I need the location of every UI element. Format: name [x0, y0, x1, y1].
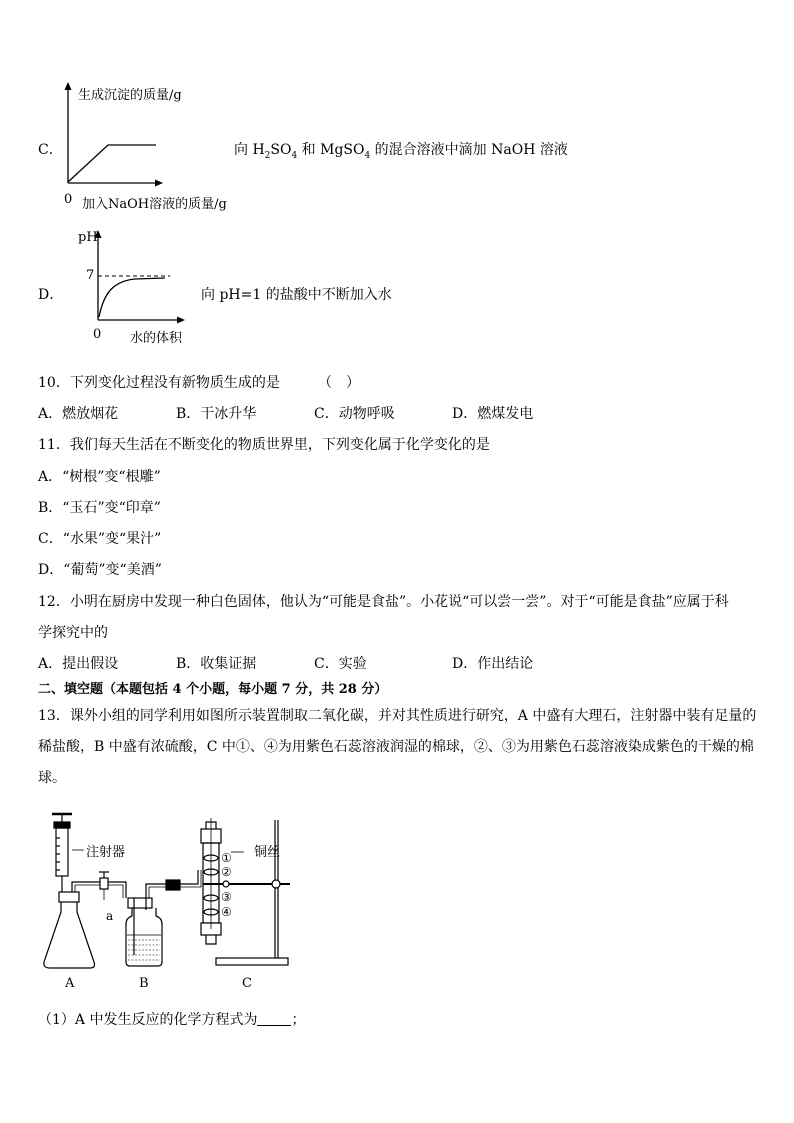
flask-a	[44, 892, 95, 968]
ball-3-label: ③	[221, 890, 232, 904]
column-c	[201, 818, 221, 944]
q13-sub1-end: ；	[291, 1012, 306, 1028]
option-c-label: C．	[38, 142, 63, 158]
ball-1-label: ①	[221, 851, 232, 865]
d-tick-7: 7	[86, 268, 95, 283]
q12-option-c: C．实验	[314, 656, 367, 672]
q13-stem-line2: 稀盐酸，B 中盛有浓硫酸，C 中①、④为用紫色石蕊溶液润湿的棉球，②、③为用紫色石蕊溶液染成紫色的干燥的棉	[38, 739, 754, 755]
q10-option-b: B．干冰升华	[176, 406, 257, 422]
ball-2-label: ②	[221, 865, 232, 879]
q10-paren: （ ）	[318, 375, 360, 391]
q11-option-b: B．“玉石”变“印章”	[38, 500, 161, 516]
c-origin: 0	[64, 192, 73, 207]
q13-stem-line3: 球。	[38, 770, 66, 786]
d-y-axis-label: pH	[78, 230, 98, 245]
syringe	[52, 814, 84, 892]
q12-option-b: B．收集证据	[176, 656, 257, 672]
q11-stem: 11．我们每天生活在不断变化的物质世界里，下列变化属于化学变化的是	[38, 437, 490, 453]
q11-option-c: C．“水果”变“果汁”	[38, 531, 162, 547]
syringe-label: 注射器	[86, 845, 126, 860]
d-x-axis-label: 水的体积	[130, 331, 183, 346]
q13-sub1	[38, 1011, 305, 1029]
q12-option-d: D．作出结论	[452, 656, 534, 672]
d-description: 向 pH=1 的盐酸中不断加入水	[201, 287, 392, 303]
label-b: B	[139, 976, 149, 991]
bottle-b	[126, 898, 162, 966]
label-c: C	[242, 976, 252, 991]
q13-stem-line1: 13．课外小组的同学利用如图所示装置制取二氧化碳，并对其性质进行研究，A 中盛有大理石，注射器中装有足量的	[38, 708, 757, 724]
valve-a-label: a	[106, 909, 114, 923]
c-x-axis-label: 加入NaOH溶液的质量/g	[82, 197, 227, 212]
q12-option-a: A．提出假设	[38, 656, 119, 672]
q11-option-d: D．“葡萄”变“美酒”	[38, 562, 162, 578]
label-a: A	[65, 976, 75, 991]
q10-option-a: A．燃放烟花	[38, 406, 119, 422]
q12-stem-line2: 学探究中的	[38, 625, 108, 641]
q10-option-c: C．动物呼吸	[314, 406, 395, 422]
ball-4-label: ④	[221, 905, 232, 919]
q10-stem: 10．下列变化过程没有新物质生成的是	[38, 375, 280, 391]
section-2-title: 二、填空题（本题包括 4 个小题，每小题 7 分，共 28 分）	[38, 682, 388, 697]
answer-blank[interactable]	[257, 1011, 291, 1026]
d-origin: 0	[93, 327, 102, 342]
delivery-tube-ab	[72, 872, 126, 900]
option-d-label: D．	[38, 287, 64, 303]
q13-sub1-prompt: （1）A 中发生反应的化学方程式为	[38, 1012, 258, 1028]
q11-option-a: A．“树根”变“根雕”	[38, 469, 161, 485]
delivery-tube-bc	[146, 870, 201, 898]
c-y-axis-label: 生成沉淀的质量/g	[78, 88, 182, 103]
c-description: 向 $H_2SO_4$ 和 MgSO$_4$ 的混合溶液中滴加 NaOH 溶液	[234, 142, 568, 161]
q12-stem-line1: 12．小明在厨房中发现一种白色固体，他认为“可能是食盐”。小花说“可以尝一尝”。对于“可能是食盐”应属于科	[38, 594, 729, 610]
q10-option-d: D．燃煤发电	[452, 406, 534, 422]
copper-wire-label: 铜丝	[254, 845, 281, 860]
